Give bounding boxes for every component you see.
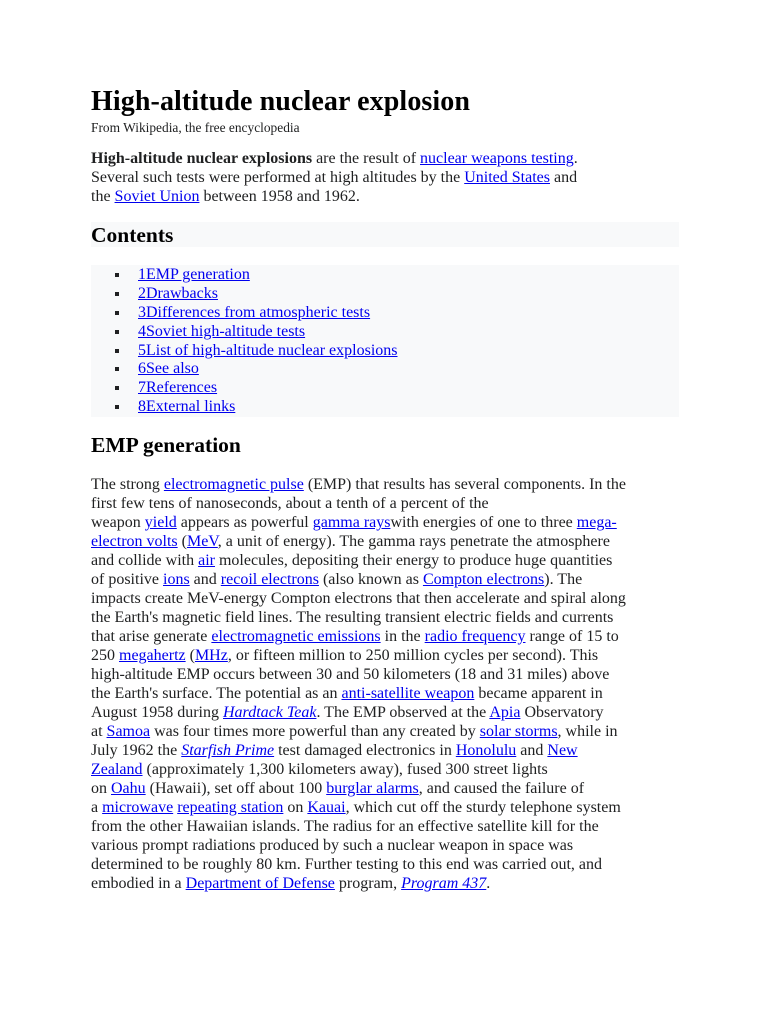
text-line (91, 532, 696, 551)
text-run: determined to be roughly 80 km. Further testing to this end was carried out, and (91, 856, 602, 873)
text-run: molecules, depositing their energy to produce huge quantities (214, 552, 613, 569)
text-line (91, 741, 696, 760)
text-run: , and caused the failure of (418, 780, 585, 797)
bullet-icon (115, 311, 119, 315)
toc-item-differences-from-atmospheric-tests (91, 303, 398, 322)
text-run: The strong (91, 476, 164, 493)
link-air[interactable]: air (198, 552, 215, 569)
intro-paragraph (91, 149, 696, 206)
text-line (91, 513, 696, 532)
link-nuclear-weapons-testing[interactable]: nuclear weapons testing (420, 150, 574, 167)
text-line (91, 168, 696, 187)
text-run: a (91, 799, 103, 816)
toc-link-references[interactable] (138, 379, 217, 396)
toc-number: 6 (138, 360, 146, 378)
text-run: and (549, 169, 578, 186)
text-line (91, 646, 696, 665)
text-run: (approximately 1,300 kilometers away), fused 300 street lights (142, 761, 548, 778)
toc-link-differences-from-atmospheric-tests[interactable] (138, 304, 370, 321)
link-starfish-prime[interactable]: Starfish Prime (181, 742, 275, 759)
toc-label: List of high-altitude nuclear explosions (146, 341, 398, 359)
text-line (91, 874, 696, 893)
text-run: are the result of (312, 150, 421, 167)
text-run: ). The (544, 571, 583, 588)
toc-label: Drawbacks (146, 284, 218, 302)
toc-label: See also (146, 360, 199, 378)
bullet-icon (115, 273, 119, 277)
text-line (91, 855, 696, 874)
toc-link-external-links[interactable] (138, 398, 235, 415)
text-run: in the (380, 628, 425, 645)
text-run: embodied in a (91, 875, 186, 892)
contents-heading-background (91, 222, 679, 247)
toc-item-soviet-high-altitude-tests (91, 322, 398, 341)
text-run: 250 (91, 647, 119, 664)
link-electromagnetic-emissions[interactable]: electromagnetic emissions (211, 628, 381, 645)
link-electromagnetic-pulse[interactable]: electromagnetic pulse (163, 476, 304, 493)
toc-link-emp-generation[interactable] (138, 266, 250, 283)
toc-link-see-also[interactable] (138, 360, 199, 377)
text-line (91, 570, 696, 589)
toc-link-drawbacks[interactable] (138, 285, 218, 302)
link-program-437[interactable]: Program 437 (401, 875, 487, 892)
link-soviet-union[interactable]: Soviet Union (114, 188, 200, 205)
text-run: at (91, 723, 107, 740)
text-line (91, 836, 696, 855)
bold-term: High-altitude nuclear explosions (91, 150, 313, 167)
text-run: , or fifteen million to 250 million cycles per second). This (227, 647, 599, 664)
text-run: with energies of one to three (390, 514, 577, 531)
text-run: ( (177, 533, 187, 550)
link-compton-electrons[interactable]: Compton electrons (422, 571, 545, 588)
toc-label: Differences from atmospheric tests (146, 303, 371, 321)
text-line (91, 779, 696, 798)
link-burglar-alarms[interactable]: burglar alarms (326, 780, 419, 797)
link-department-of-defense[interactable]: Department of Defense (185, 875, 335, 892)
text-run: August 1958 during (91, 704, 223, 721)
text-run: July 1962 the (91, 742, 182, 759)
emp-generation-paragraph (91, 475, 696, 893)
bullet-icon (115, 349, 119, 353)
text-line (91, 684, 696, 703)
text-run: between 1958 and 1962. (199, 188, 360, 205)
text-run: became apparent in (474, 685, 603, 702)
bullet-icon (115, 405, 119, 409)
toc-link-soviet-high-altitude-tests[interactable] (138, 323, 305, 340)
text-line (91, 475, 696, 494)
text-line (91, 817, 696, 836)
link-radio-frequency[interactable]: radio frequency (424, 628, 526, 645)
toc-item-see-also (91, 359, 398, 378)
bullet-icon (115, 386, 119, 390)
toc-number: 4 (138, 322, 146, 340)
text-run: various prompt radiations produced by such a nuclear weapon in space was (91, 837, 574, 854)
link-yield[interactable]: yield (144, 514, 177, 531)
toc-item-references (91, 378, 398, 397)
text-run: Observatory (520, 704, 604, 721)
text-line (91, 608, 696, 627)
text-line (91, 760, 696, 779)
text-run: , while in (557, 723, 618, 740)
text-line (91, 187, 696, 206)
text-run: on (91, 780, 111, 797)
bullet-icon (115, 330, 119, 334)
text-run: first few tens of nanoseconds, about a tenth of a percent of the (91, 495, 489, 512)
link-mev[interactable]: MeV (186, 533, 218, 550)
link-ions[interactable]: ions (163, 571, 190, 588)
toc-number: 7 (138, 379, 146, 397)
link-mhz[interactable]: MHz (194, 647, 228, 664)
bullet-icon (115, 292, 119, 296)
text-run: and (516, 742, 548, 759)
text-run: and collide with (91, 552, 199, 569)
link-microwave[interactable]: microwave (102, 799, 174, 816)
link-oahu[interactable]: Oahu (111, 780, 146, 797)
text-run: range of 15 to (525, 628, 619, 645)
link-zealand[interactable]: Zealand (91, 761, 143, 778)
text-line (91, 703, 696, 722)
text-run: the (91, 188, 115, 205)
contents-heading: Contents (91, 223, 174, 247)
text-run: , which cut off the sturdy telephone system (345, 799, 621, 816)
link-apia[interactable]: Apia (489, 704, 521, 721)
toc-number: 1 (138, 266, 146, 283)
page-title: High-altitude nuclear explosion (91, 86, 471, 117)
text-line (91, 551, 696, 570)
text-run: (also known as (318, 571, 423, 588)
link-gamma-rays[interactable]: gamma rays (312, 514, 391, 531)
text-run: of positive (91, 571, 163, 588)
toc-item-list-of-high-altitude-nuclear-explosions (91, 341, 398, 360)
text-line (91, 798, 696, 817)
text-line (91, 665, 696, 684)
text-run: Several such tests were performed at high altitudes by the (91, 169, 465, 186)
text-run: and (189, 571, 221, 588)
text-line (91, 494, 696, 513)
link-recoil-electrons[interactable]: recoil electrons (220, 571, 319, 588)
link-hardtack-teak[interactable]: Hardtack Teak (223, 704, 317, 721)
toc-number: 2 (138, 284, 146, 302)
text-run: the Earth's surface. The potential as an (91, 685, 342, 702)
link-new[interactable]: New (547, 742, 578, 759)
link-honolulu[interactable]: Honolulu (455, 742, 517, 759)
link-samoa[interactable]: Samoa (106, 723, 151, 740)
text-line (91, 627, 696, 646)
text-run: was four times more powerful than any created by (150, 723, 480, 740)
toc-number: 8 (138, 398, 146, 416)
toc-label: Soviet high-altitude tests (146, 322, 306, 340)
text-run: program, (334, 875, 402, 892)
link-megahertz[interactable]: megahertz (119, 647, 186, 664)
text-run: (EMP) that results has several components. In the (303, 476, 626, 493)
text-run: ( (185, 647, 195, 664)
bullet-icon (115, 367, 119, 371)
text-run: . (486, 875, 491, 892)
text-run: high-altitude EMP occurs between 30 and 50 kilometers (18 and 31 miles) above (91, 666, 610, 683)
text-run: . The EMP observed at the (316, 704, 490, 721)
text-run: on (283, 799, 308, 816)
text-line (91, 149, 696, 168)
text-run: weapon (91, 514, 145, 531)
toc-number: 5 (138, 341, 146, 359)
site-tagline: From Wikipedia, the free encyclopedia (91, 120, 300, 135)
text-run: that arise generate (91, 628, 212, 645)
toc-item-emp-generation (91, 265, 398, 284)
toc-list (91, 265, 398, 416)
section-heading-emp-generation: EMP generation (91, 433, 241, 457)
link-repeating-station[interactable]: repeating station (177, 799, 284, 816)
text-run: appears as powerful (176, 514, 313, 531)
toc-number: 3 (138, 303, 146, 321)
text-run: impacts create MeV-energy Compton electrons that then accelerate and spiral along (91, 590, 626, 607)
link-electron-volts[interactable]: electron volts (91, 533, 178, 550)
toc-link-list-of-high-altitude-nuclear-explosions[interactable] (138, 342, 398, 359)
link-kauai[interactable]: Kauai (307, 799, 346, 816)
text-run: , a unit of energy). The gamma rays penetrate the atmosphere (217, 533, 610, 550)
text-run: . (573, 150, 578, 167)
text-run: (Hawaii), set off about 100 (145, 780, 327, 797)
text-run: from the other Hawaiian islands. The radius for an effective satellite kill for the (91, 818, 599, 835)
toc-item-drawbacks (91, 284, 398, 303)
link-anti-satellite-weapon[interactable]: anti-satellite weapon (341, 685, 475, 702)
text-line (91, 722, 696, 741)
text-run: test damaged electronics in (274, 742, 456, 759)
table-of-contents (91, 265, 679, 417)
link-mega[interactable]: mega- (576, 514, 617, 531)
link-solar-storms[interactable]: solar storms (479, 723, 558, 740)
toc-item-external-links (91, 397, 398, 416)
link-united-states[interactable]: United States (464, 169, 550, 186)
toc-label: References (146, 379, 218, 397)
text-run: the Earth's magnetic field lines. The resulting transient electric fields and currents (91, 609, 614, 626)
text-line (91, 589, 696, 608)
toc-label: EMP generation (146, 266, 250, 283)
toc-label: External links (146, 398, 236, 416)
